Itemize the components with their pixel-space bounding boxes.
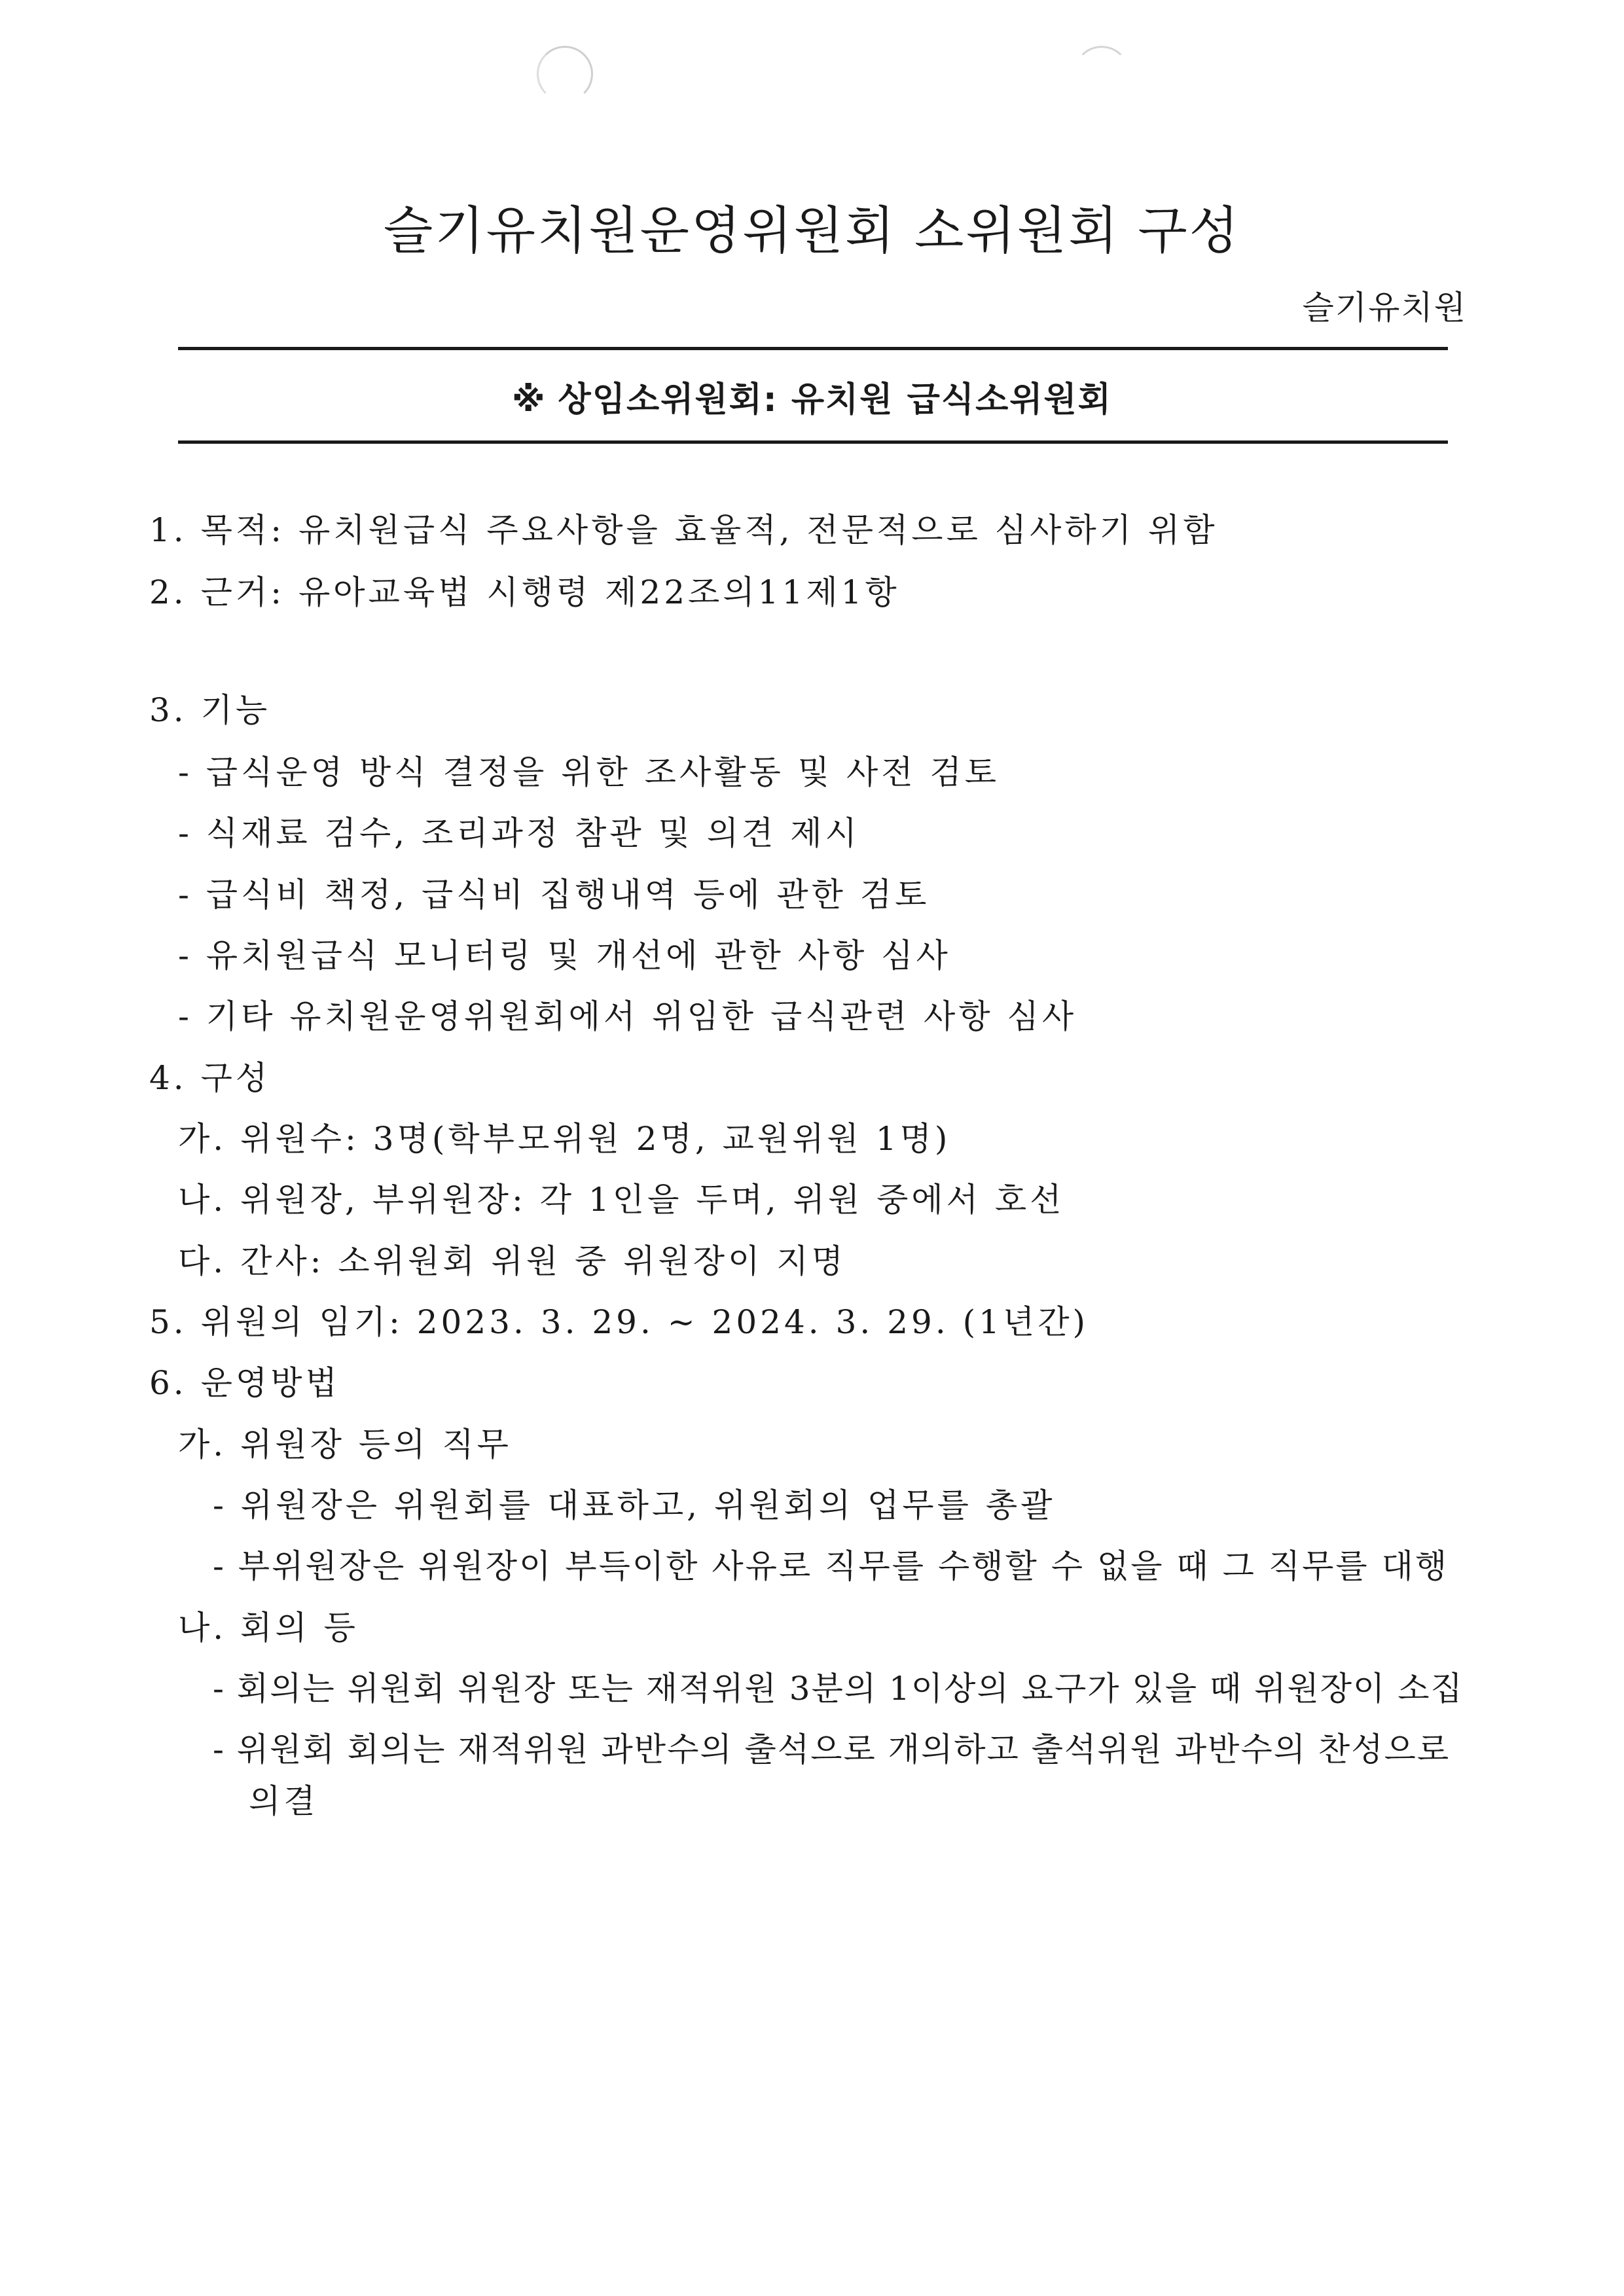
subtitle-bottom-rule (178, 440, 1448, 444)
composition-item: 다. 간사: 소위원회 위원 중 위원장이 지명 (178, 1242, 846, 1280)
meetings-item-continuation: 의결 (249, 1782, 319, 1820)
function-item: - 식재료 검수, 조리과정 참관 및 의견 제시 (178, 814, 860, 852)
organization-name: 슬기유치원 (1302, 289, 1467, 327)
composition-item: 가. 위원수: 3명(학부모위원 2명, 교원위원 1명) (178, 1120, 951, 1158)
punch-hole-right-mark (1074, 46, 1130, 102)
composition-item: 나. 위원장, 부위원장: 각 1인을 두며, 위원 중에서 호선 (178, 1181, 1065, 1219)
document-title: 슬기유치원운영위원회 소위원회 구성 (383, 202, 1241, 260)
subtitle-text: 상임소위원회: 유치원 급식소위원회 (558, 380, 1113, 420)
function-item: - 급식운영 방식 결정을 위한 조사활동 및 사전 검토 (178, 753, 1000, 791)
section-functions-heading: 3. 기능 (149, 691, 271, 729)
section-composition-heading: 4. 구성 (149, 1059, 271, 1097)
function-item: - 기타 유치원운영위원회에서 위임한 급식관련 사항 심사 (178, 997, 1077, 1035)
meetings-item: - 회의는 위원회 위원장 또는 재적위원 3분의 1이상의 요구가 있을 때 위원장이 소집 (213, 1670, 1464, 1708)
function-item: - 유치원급식 모니터링 및 개선에 관한 사항 심사 (178, 937, 951, 975)
meetings-item: - 위원회 회의는 재적위원 과반수의 출석으로 개의하고 출석위원 과반수의 찬성으로 (213, 1731, 1451, 1768)
reference-mark: ※ (511, 380, 547, 420)
duties-item: - 부위원장은 위원장이 부득이한 사유로 직무를 수행할 수 없을 때 그 직무를 대행 (213, 1547, 1449, 1585)
subtitle-top-rule (178, 347, 1448, 350)
section-term: 5. 위원의 임기: 2023. 3. 29. ~ 2024. 3. 29. (1년간) (149, 1303, 1089, 1341)
punch-hole-left-mark (537, 46, 593, 102)
subtitle-banner (0, 372, 1624, 421)
section-purpose: 1. 목적: 유치원급식 주요사항을 효율적, 전문적으로 심사하기 위함 (149, 511, 1218, 549)
operation-subheading-duties: 가. 위원장 등의 직무 (178, 1426, 512, 1463)
operation-subheading-meetings: 나. 회의 등 (178, 1609, 359, 1647)
section-operation-heading: 6. 운영방법 (149, 1364, 340, 1402)
section-basis: 2. 근거: 유아교육법 시행령 제22조의11제1항 (149, 573, 900, 611)
function-item: - 급식비 책정, 급식비 집행내역 등에 관한 검토 (178, 876, 930, 914)
duties-item: - 위원장은 위원회를 대표하고, 위원회의 업무를 총괄 (213, 1486, 1056, 1524)
